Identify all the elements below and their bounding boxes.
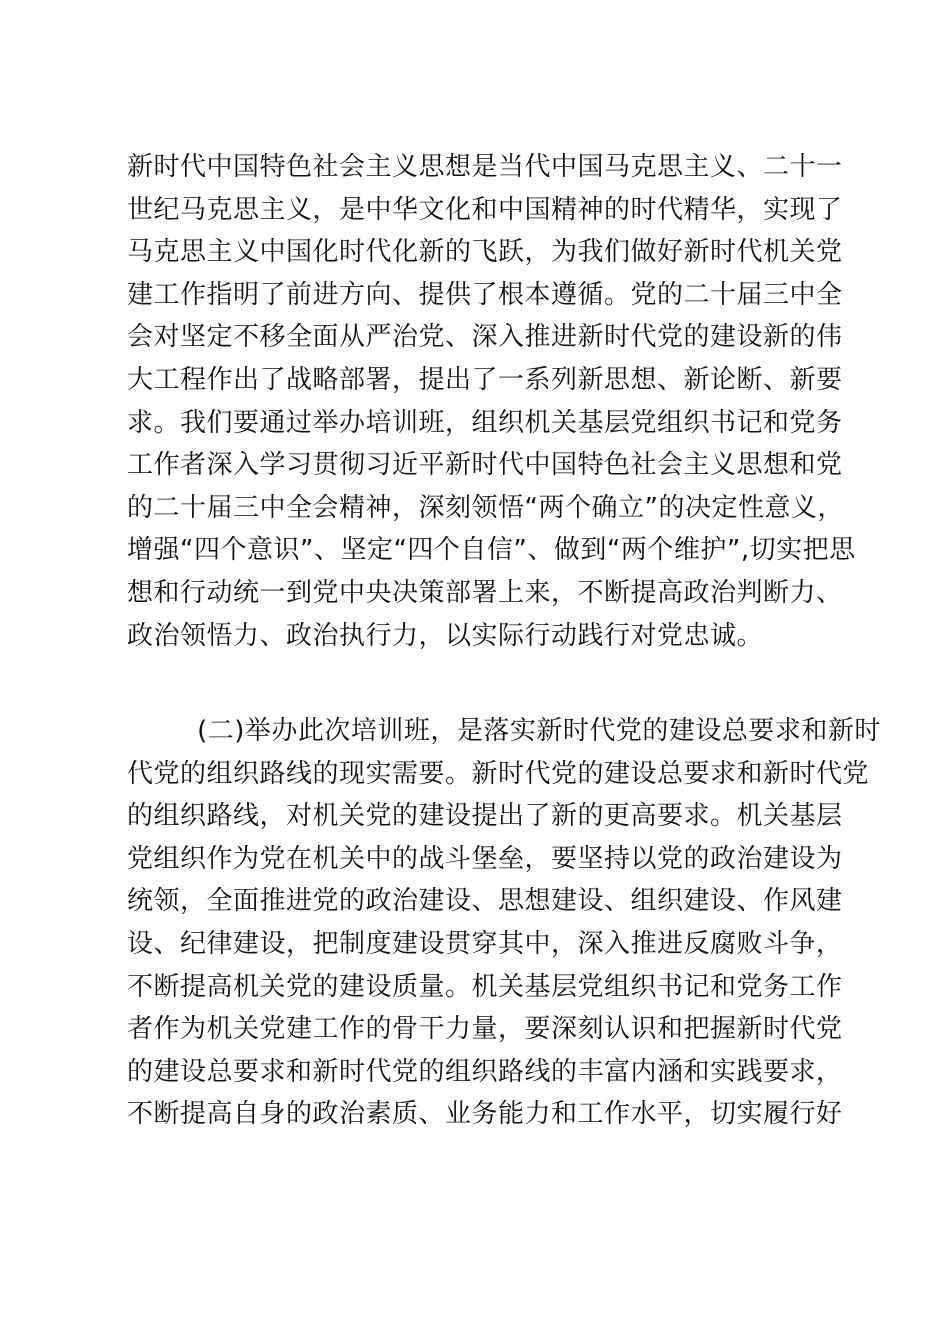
text-line: 增强“四个意识”、坚定“四个自信”、做到“两个维护”,切实把思: [127, 535, 856, 566]
text-line: 不断提高机关党的建设质量。机关基层党组织书记和党务工作: [127, 971, 843, 1002]
text-line: 不断提高自身的政治素质、业务能力和工作水平，切实履行好: [127, 1099, 843, 1130]
paragraph-2: [127, 710, 881, 1136]
text-line: 工作者深入学习贯彻习近平新时代中国特色社会主义思想和党: [127, 450, 843, 481]
text-line: 世纪马克思主义，是中华文化和中国精神的时代精华，实现了: [127, 194, 843, 225]
text-line: 马克思主义中国化时代化新的飞跃，为我们做好新时代机关党: [127, 237, 843, 268]
text-line: 想和行动统一到党中央决策部署上来，不断提高政治判断力、: [127, 577, 843, 608]
text-line: 统领，全面推进党的政治建设、思想建设、组织建设、作风建: [127, 886, 843, 917]
text-line: 求。我们要通过举办培训班，组织机关基层党组织书记和党务: [127, 407, 843, 438]
text-line: 政治领悟力、政治执行力，以实际行动践行对党忠诚。: [127, 620, 764, 651]
text-line: 的组织路线，对机关党的建设提出了新的更高要求。机关基层: [127, 801, 843, 832]
text-line: 大工程作出了战略部署，提出了一系列新思想、新论断、新要: [127, 364, 843, 395]
text-line: 设、纪律建设，把制度建设贯穿其中，深入推进反腐败斗争，: [127, 928, 843, 959]
paragraph-1: [127, 146, 856, 657]
text-line: 党组织作为党在机关中的战斗堡垒，要坚持以党的政治建设为: [127, 843, 843, 874]
text-line: 代党的组织路线的现实需要。新时代党的建设总要求和新时代党: [127, 758, 870, 789]
text-line: 建工作指明了前进方向、提供了根本遵循。党的二十届三中全: [127, 279, 843, 310]
text-line: 的建设总要求和新时代党的组织路线的丰富内涵和实践要求，: [127, 1056, 843, 1087]
text-line: 的二十届三中全会精神，深刻领悟“两个确立”的决定性意义，: [127, 492, 844, 523]
text-line: 者作为机关党建工作的骨干力量，要深刻认识和把握新时代党: [127, 1014, 843, 1045]
text-line: (二)举办此次培训班，是落实新时代党的建设总要求和新时: [127, 716, 881, 746]
text-line: 新时代中国特色社会主义思想是当代中国马克思主义、二十一: [127, 152, 843, 182]
text-line: 会对坚定不移全面从严治党、深入推进新时代党的建设新的伟: [127, 322, 843, 353]
